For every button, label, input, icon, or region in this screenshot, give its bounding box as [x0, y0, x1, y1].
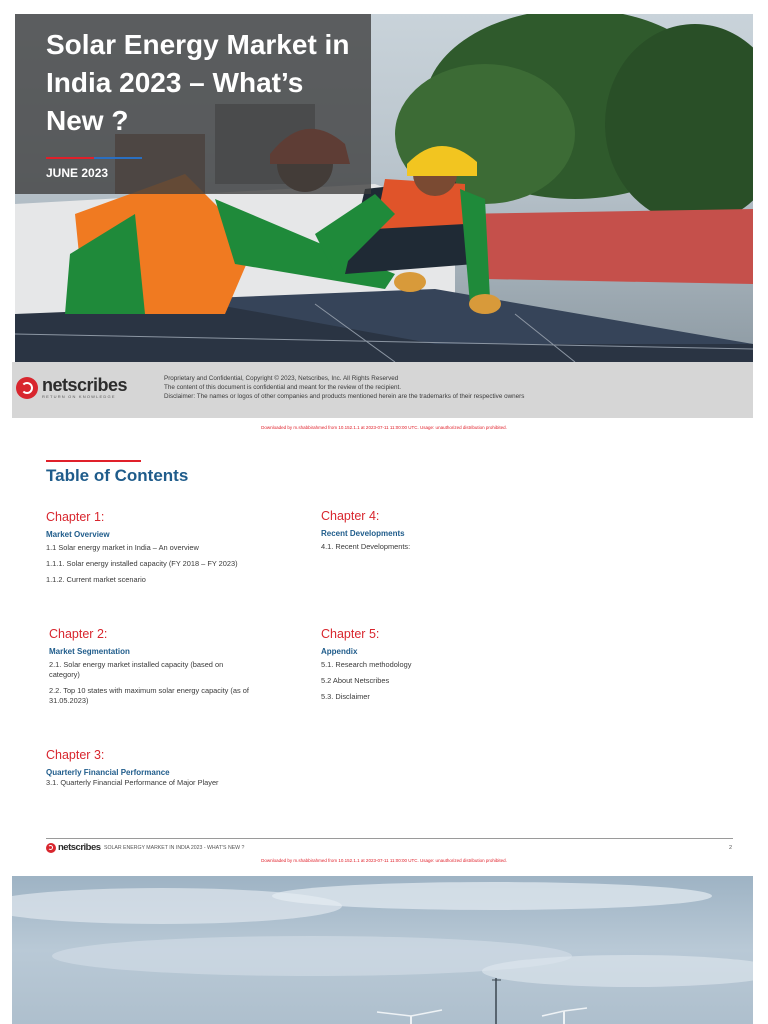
chapter-heading: Chapter 3: — [46, 748, 105, 762]
toc-divider — [46, 460, 141, 462]
page-footer-title: SOLAR ENERGY MARKET IN INDIA 2023 - WHAT’S NEW ? — [104, 845, 245, 851]
download-watermark: Downloaded by m.shabbirahmed from 10.152.1.1 at 2023-07-11 11:00:00 UTC. Usage: unauthorized distribution prohibited. — [261, 858, 507, 863]
chapter-subtitle: Market Segmentation — [49, 647, 130, 656]
page-number: 2 — [729, 845, 733, 851]
chapter-1 — [46, 510, 266, 591]
netscribes-logo — [16, 376, 127, 400]
legal-copyright: Proprietary and Confidential, Copyright © 2023, Netscribes, Inc. All Rights Reserved — [164, 375, 399, 382]
chapter-heading: Chapter 2: — [49, 627, 108, 641]
toc-entry[interactable]: 2.2. Top 10 states with maximum solar energy capacity (as of 31.05.2023) — [49, 686, 249, 705]
cover-image — [15, 14, 753, 362]
netscribes-logo-icon — [46, 843, 56, 853]
toc-entry[interactable]: 5.2 About Netscribes — [321, 676, 390, 685]
page-footer-divider — [46, 838, 733, 839]
toc-entry[interactable]: 5.3. Disclaimer — [321, 692, 370, 701]
chapter-subtitle: Appendix — [321, 647, 358, 656]
wind-turbine-sky-illustration — [12, 876, 753, 1024]
legal-notice — [164, 374, 724, 401]
chapter-subtitle: Market Overview — [46, 530, 110, 539]
chapter-4 — [321, 509, 541, 558]
download-watermark: Downloaded by m.shabbirahmed from 10.152.1.1 at 2023-07-11 11:00:00 UTC. Usage: unauthorized distribution prohibited. — [261, 425, 507, 430]
toc-entry[interactable]: 5.1. Research methodology — [321, 660, 412, 669]
toc-entry[interactable]: 1.1 Solar energy market in India – An overview — [46, 543, 199, 552]
toc-entry[interactable]: 1.1.2. Current market scenario — [46, 575, 146, 584]
chapter-subtitle: Quarterly Financial Performance — [46, 768, 170, 777]
footer-logo — [46, 843, 101, 853]
title-divider-blue — [94, 157, 142, 159]
legal-disclaimer: Disclaimer: The names or logos of other companies and products mentioned herein are the trademarks of their respective owners — [164, 393, 525, 400]
chapter-subtitle: Recent Developments — [321, 529, 405, 538]
logo-wordmark: netscribes — [42, 375, 128, 395]
chapter-2 — [49, 627, 249, 712]
report-title: Solar Energy Market in India 2023 – What’s New ? — [46, 29, 350, 136]
toc-entry[interactable]: 3.1. Quarterly Financial Performance of Major Player — [46, 778, 219, 787]
page-3-image — [12, 876, 753, 1024]
logo-tagline: RETURN ON KNOWLEDGE — [42, 394, 116, 399]
report-date: JUNE 2023 — [46, 166, 109, 180]
cover-footer — [12, 362, 753, 418]
chapter-heading: Chapter 1: — [46, 510, 105, 524]
netscribes-logo-icon — [16, 377, 38, 399]
toc-title: Table of Contents — [46, 466, 189, 485]
toc-entry[interactable]: 2.1. Solar energy market installed capacity (based on category) — [49, 660, 224, 679]
toc-entry[interactable]: 4.1. Recent Developments: — [321, 542, 411, 551]
chapter-heading: Chapter 5: — [321, 627, 380, 641]
chapter-3 — [46, 748, 221, 794]
toc-entry[interactable]: 1.1.1. Solar energy installed capacity (FY 2018 – FY 2023) — [46, 559, 238, 568]
chapter-heading: Chapter 4: — [321, 509, 380, 523]
logo-wordmark: netscribes — [58, 842, 101, 853]
title-divider-red — [46, 157, 94, 159]
legal-confidential: The content of this document is confidential and meant for the review of the recipient. — [164, 384, 401, 391]
chapter-5 — [321, 627, 541, 708]
